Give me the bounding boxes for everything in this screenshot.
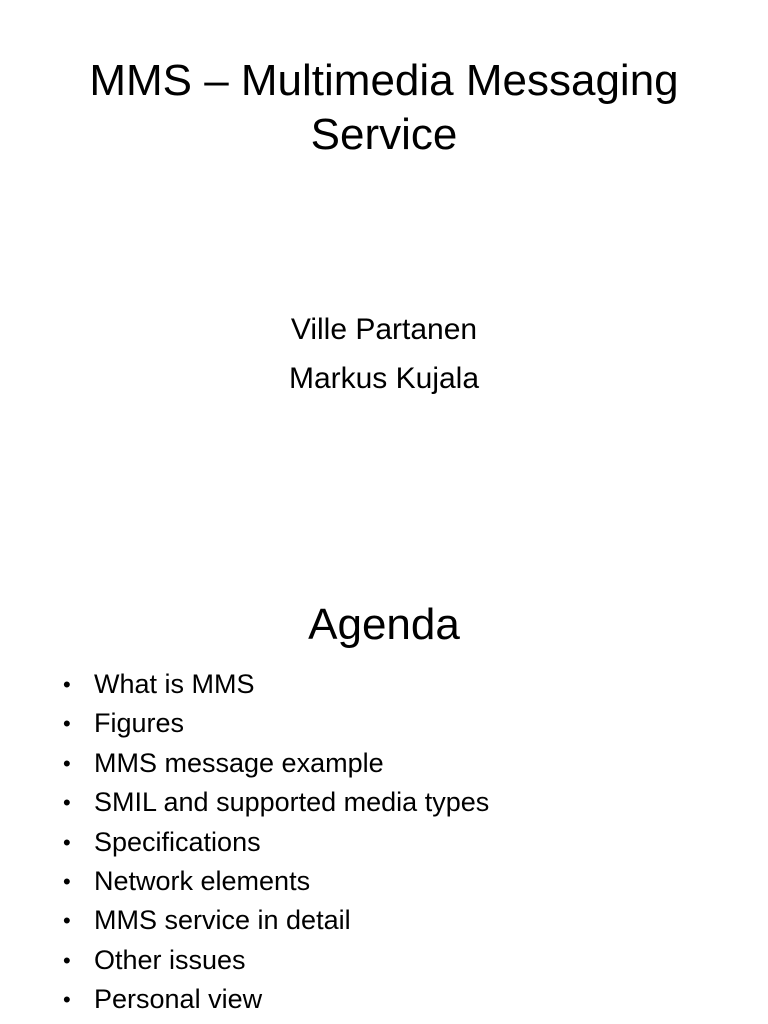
title-line-2: Service [310, 110, 458, 159]
bullet-icon: • [63, 868, 71, 894]
title-line-1: MMS – Multimedia Messaging [89, 56, 679, 105]
agenda-item [0, 783, 768, 822]
agenda-item-text: MMS message example [94, 747, 384, 778]
bullet-icon: • [63, 672, 71, 697]
agenda-item [0, 862, 768, 901]
agenda-item-text: Specifications [94, 826, 261, 857]
agenda-item [0, 744, 768, 783]
agenda-title: Agenda [308, 600, 460, 649]
agenda-item-text: Figures [94, 708, 185, 739]
agenda-item-text: SMIL and supported media types [94, 787, 490, 818]
agenda-item-text: Other issues [94, 944, 246, 975]
agenda-item-text: MMS service in detail [94, 905, 351, 936]
author-2: Markus Kujala [288, 362, 480, 395]
author-1: Ville Partanen [290, 313, 478, 346]
bullet-icon: • [63, 947, 71, 973]
agenda-item [0, 941, 768, 980]
presentation-title [0, 54, 768, 162]
agenda-item [0, 704, 768, 743]
bullet-icon: • [63, 790, 71, 816]
agenda-list [0, 665, 768, 1020]
authors [0, 305, 768, 403]
agenda-slide [0, 590, 768, 1024]
bullet-icon: • [63, 987, 71, 1013]
agenda-item [0, 823, 768, 862]
agenda-item [0, 980, 768, 1019]
bullet-icon: • [63, 711, 71, 737]
agenda-item [0, 665, 768, 704]
agenda-item-text: Personal view [94, 984, 263, 1015]
bullet-icon: • [63, 829, 71, 855]
bullet-icon: • [63, 750, 71, 776]
bullet-icon: • [63, 908, 71, 934]
agenda-item-text: Network elements [94, 865, 311, 896]
agenda-item [0, 901, 768, 940]
agenda-item-text: What is MMS [94, 669, 255, 699]
